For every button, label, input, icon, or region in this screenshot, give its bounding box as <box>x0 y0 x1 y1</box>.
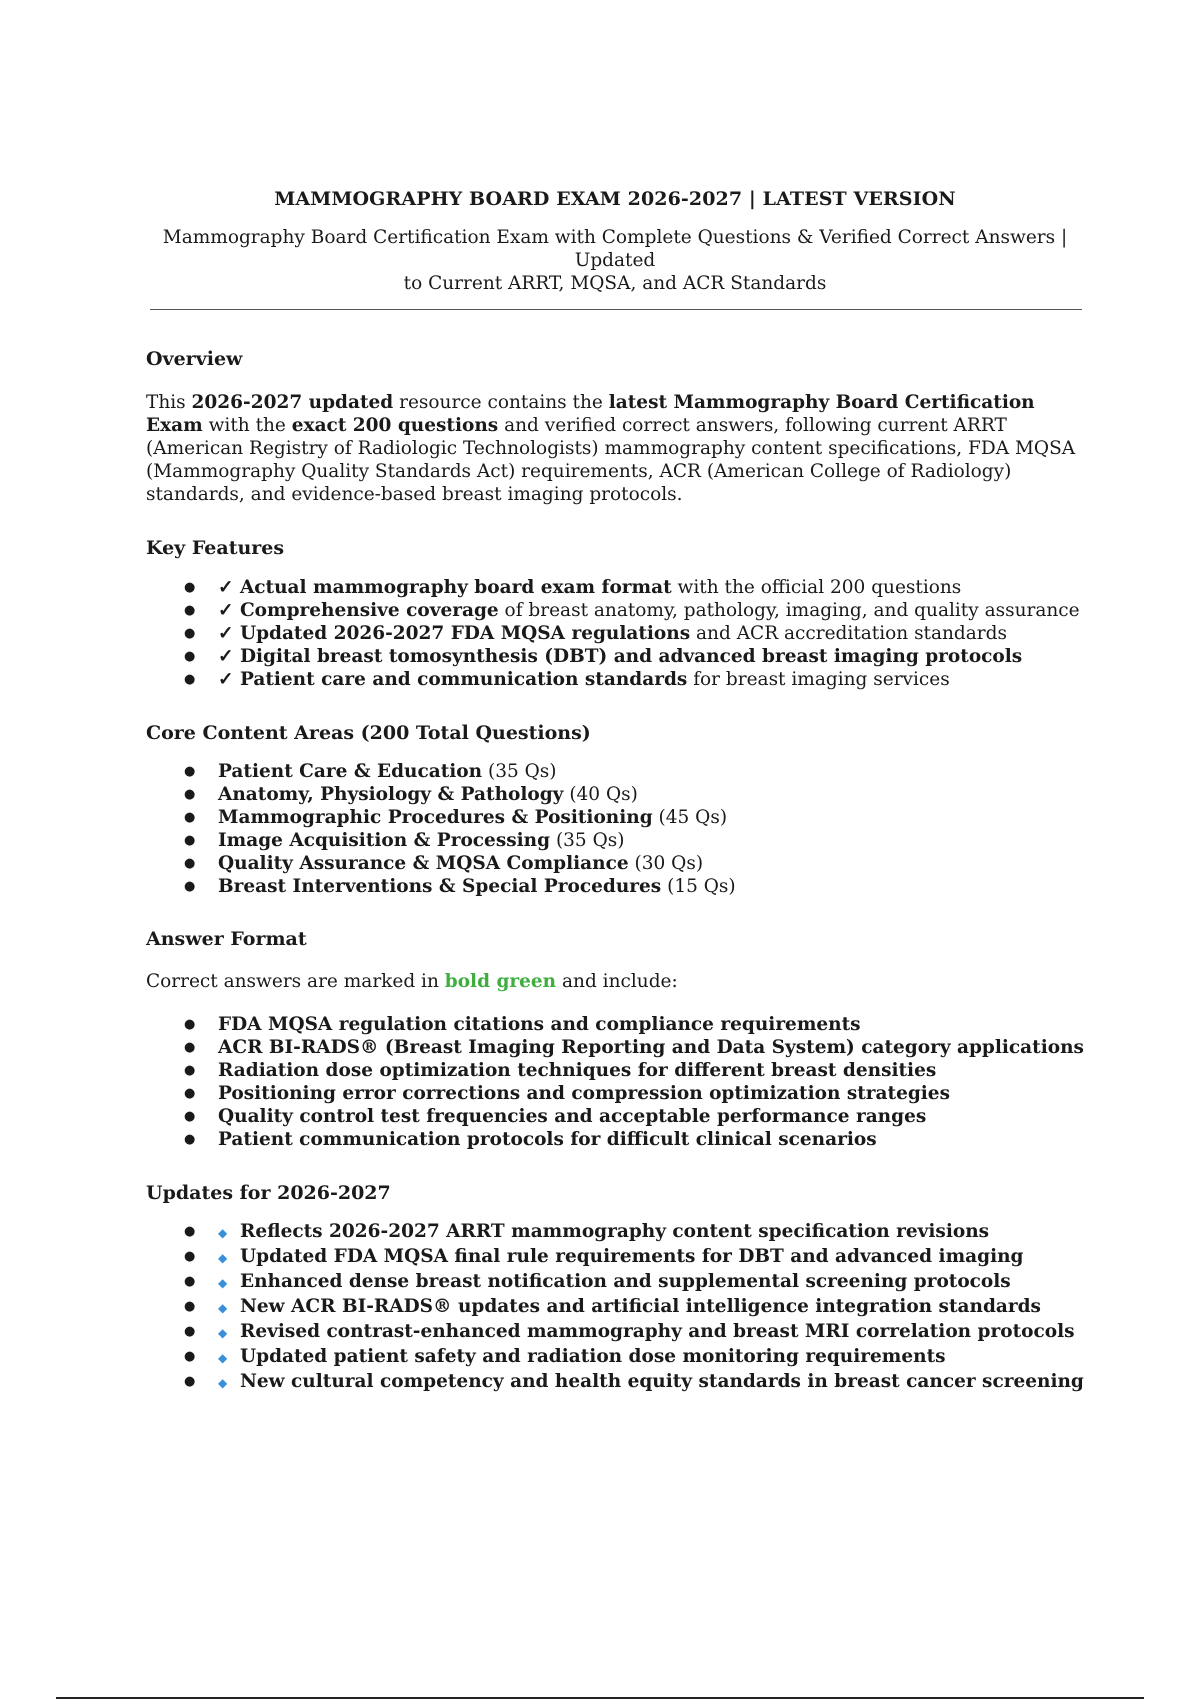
content-area-name: Image Acquisition & Processing <box>218 830 551 851</box>
document-title: MAMMOGRAPHY BOARD EXAM 2026-2027 | LATEST VERSION <box>274 188 956 210</box>
page-bottom-rule <box>56 1697 1144 1699</box>
overview-bold-1: 2026-2027 updated <box>191 392 394 413</box>
diamond-icon: ◆ <box>218 1251 228 1265</box>
key-features-list <box>146 576 1084 691</box>
content-area-name: Anatomy, Physiology & Pathology <box>218 784 564 805</box>
list-item <box>146 599 1084 622</box>
content-area-count: (35 Qs) <box>482 761 557 782</box>
content-area-count: (30 Qs) <box>628 853 704 874</box>
diamond-icon: ◆ <box>218 1376 228 1390</box>
updates-list <box>146 1220 1084 1395</box>
key-feature-bold: ✓ Actual mammography board exam format <box>218 577 672 598</box>
key-feature-text: of breast anatomy, pathology, imaging, and quality assurance <box>498 600 1080 621</box>
key-feature-bold: ✓ Comprehensive coverage <box>218 600 499 621</box>
list-item: ● Quality control test frequencies and acceptable performance ranges <box>146 1105 1084 1128</box>
subtitle-line-1: Mammography Board Certification Exam with Complete Questions & Verified Correct Answers | Updated <box>162 227 1068 271</box>
answer-format-heading: Answer Format <box>146 928 307 950</box>
list-item <box>146 760 1084 783</box>
list-item <box>146 1295 1084 1320</box>
update-text: Enhanced dense breast notification and supplemental screening protocols <box>240 1271 1011 1292</box>
content-area-count: (45 Qs) <box>652 807 728 828</box>
list-item <box>146 1320 1084 1345</box>
overview-text-4: and verified correct answers, following current ARRT (American Registry of Radiologic Technologists) mammography content specifications, FDA MQSA (Mammography Quality Standards Act) requirements, ACR (American College of Radiology) standards, and evidence-based breast imaging protocols. <box>146 415 1076 505</box>
list-item <box>146 645 1084 668</box>
key-feature-bold: ✓ Patient care and communication standards <box>218 669 688 690</box>
diamond-icon: ◆ <box>218 1301 228 1315</box>
list-item: ● Positioning error corrections and compression optimization strategies <box>146 1082 1084 1105</box>
key-feature-text: with the official 200 questions <box>671 577 962 598</box>
diamond-icon: ◆ <box>218 1326 228 1340</box>
overview-text-3: with the <box>208 415 292 436</box>
diamond-icon: ◆ <box>218 1276 228 1290</box>
document-subtitle <box>146 226 1084 295</box>
content-area-name: Breast Interventions & Special Procedures <box>218 876 662 897</box>
key-feature-bold: ✓ Digital breast tomosynthesis (DBT) and advanced breast imaging protocols <box>218 646 1023 667</box>
list-item <box>146 852 1084 875</box>
list-item <box>146 576 1084 599</box>
overview-bold-3: exact 200 questions <box>291 415 499 436</box>
list-item <box>146 622 1084 645</box>
update-text: Reflects 2026-2027 ARRT mammography content specification revisions <box>240 1221 990 1242</box>
key-feature-bold: ✓ Updated 2026-2027 FDA MQSA regulations <box>218 623 691 644</box>
diamond-icon: ◆ <box>218 1226 228 1240</box>
list-item <box>146 875 1084 898</box>
overview-bold-2: latest Mammography Board Certification Exam <box>146 392 1035 436</box>
list-item <box>146 829 1084 852</box>
overview-text-1: This <box>146 392 192 413</box>
overview-heading: Overview <box>146 348 243 370</box>
list-item <box>146 783 1084 806</box>
update-text: New ACR BI-RADS® updates and artificial intelligence integration standards <box>240 1296 1041 1317</box>
list-item <box>146 1345 1084 1370</box>
answer-format-list <box>146 1013 1084 1151</box>
content-area-count: (35 Qs) <box>550 830 625 851</box>
update-text: New cultural competency and health equity standards in breast cancer screening <box>240 1371 1084 1392</box>
content-area-name: Patient Care & Education <box>218 761 483 782</box>
content-area-count: (15 Qs) <box>661 876 736 897</box>
update-text: Updated patient safety and radiation dose monitoring requirements <box>240 1346 946 1367</box>
update-text: Updated FDA MQSA final rule requirements for DBT and advanced imaging <box>240 1246 1024 1267</box>
list-item <box>146 1220 1084 1245</box>
overview-paragraph <box>146 391 1084 506</box>
key-feature-text: and ACR accreditation standards <box>690 623 1007 644</box>
content-area-name: Mammographic Procedures & Positioning <box>218 807 653 828</box>
content-area-name: Quality Assurance & MQSA Compliance <box>218 853 629 874</box>
list-item: ● ACR BI-RADS® (Breast Imaging Reporting and Data System) category applications <box>146 1036 1084 1059</box>
bold-green-text: bold green <box>444 971 557 992</box>
subtitle-line-2: to Current ARRT, MQSA, and ACR Standards <box>403 273 827 294</box>
core-content-heading: Core Content Areas (200 Total Questions) <box>146 722 591 744</box>
content-area-count: (40 Qs) <box>563 784 638 805</box>
title-divider <box>150 309 1082 310</box>
key-feature-text: for breast imaging services <box>687 669 950 690</box>
answer-intro-text-end: and include: <box>556 971 678 992</box>
overview-text-2: resource contains the <box>393 392 609 413</box>
list-item <box>146 668 1084 691</box>
list-item: ● Patient communication protocols for difficult clinical scenarios <box>146 1128 1084 1151</box>
answer-format-intro <box>146 970 1084 993</box>
list-item <box>146 1245 1084 1270</box>
core-content-list <box>146 760 1084 898</box>
key-features-heading: Key Features <box>146 537 285 559</box>
list-item: ● Radiation dose optimization techniques for different breast densities <box>146 1059 1084 1082</box>
list-item: ● FDA MQSA regulation citations and compliance requirements <box>146 1013 1084 1036</box>
answer-intro-text: Correct answers are marked in <box>146 971 445 992</box>
diamond-icon: ◆ <box>218 1351 228 1365</box>
list-item <box>146 1270 1084 1295</box>
update-text: Revised contrast-enhanced mammography and breast MRI correlation protocols <box>240 1321 1075 1342</box>
updates-heading: Updates for 2026-2027 <box>146 1182 391 1204</box>
list-item <box>146 1370 1084 1395</box>
list-item <box>146 806 1084 829</box>
document-page <box>146 188 1084 1395</box>
